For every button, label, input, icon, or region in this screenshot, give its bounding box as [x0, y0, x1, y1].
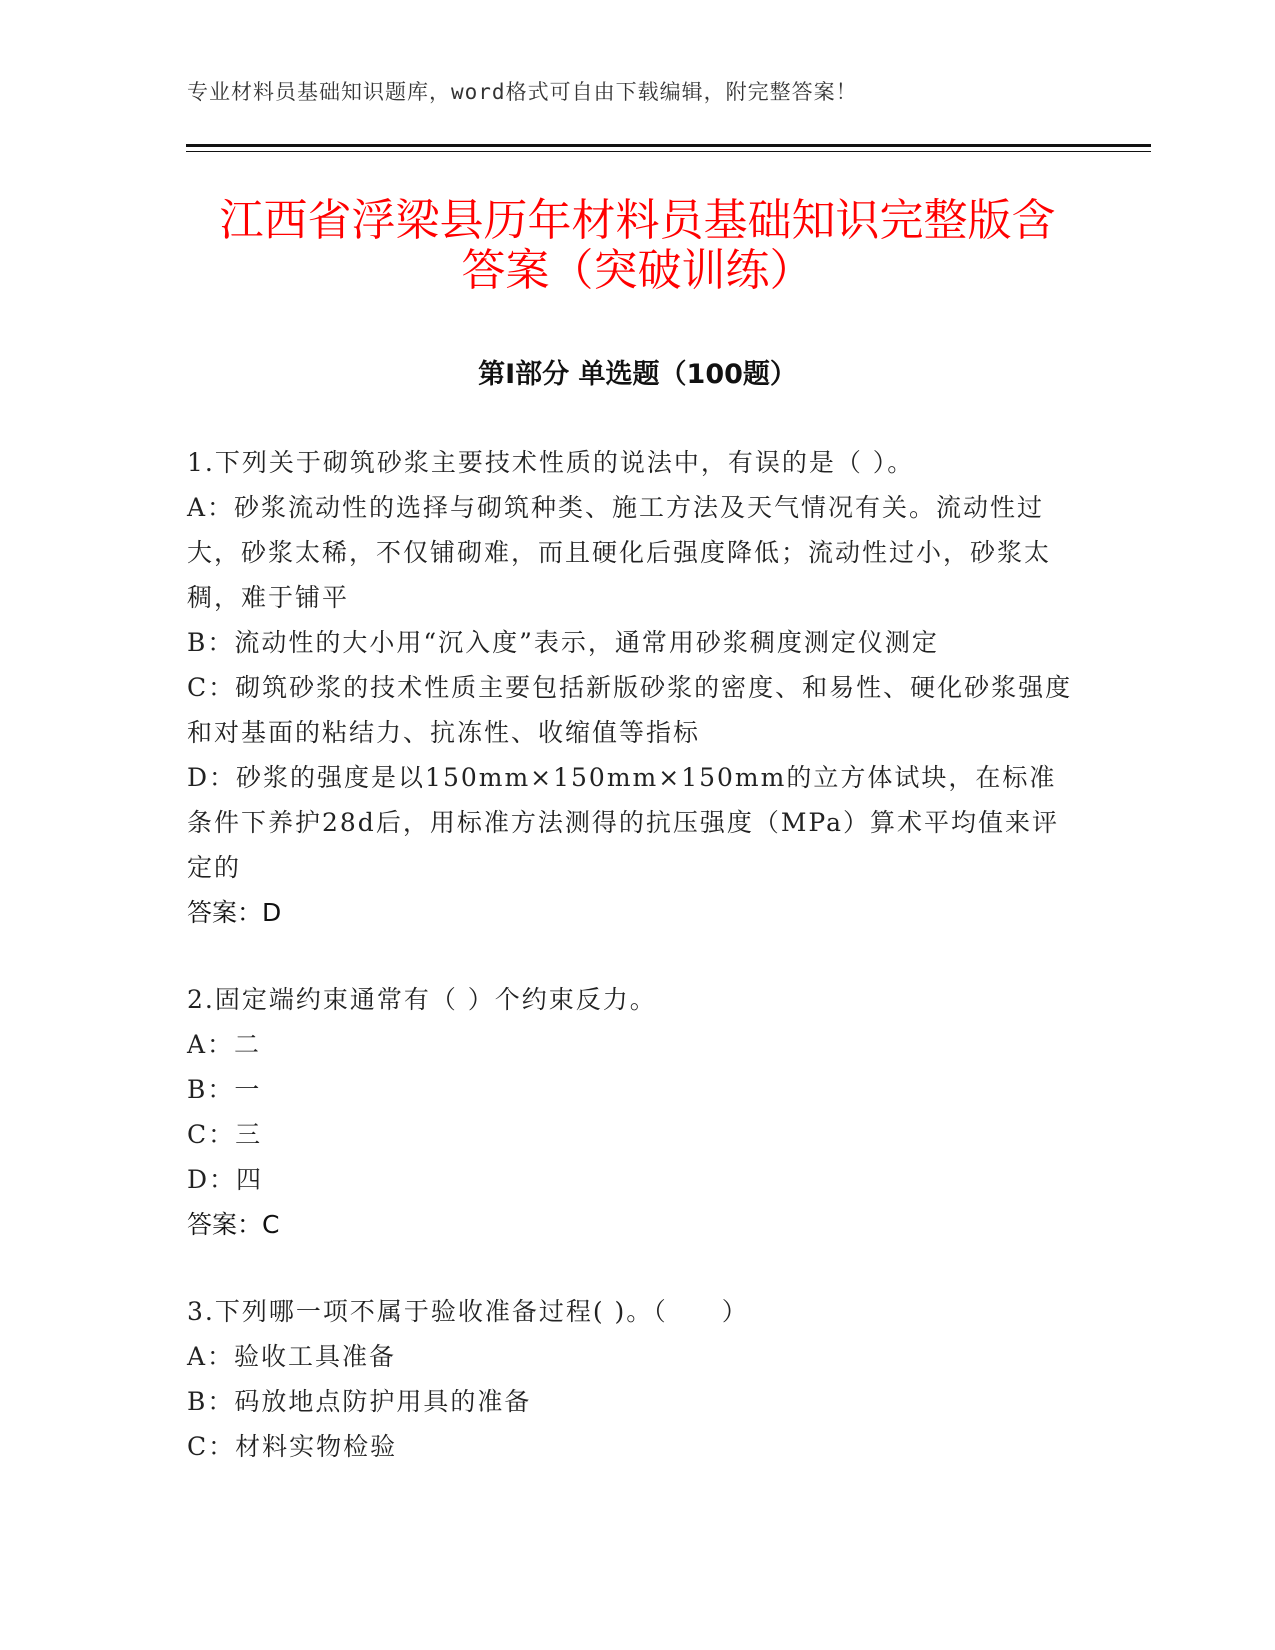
- title-line-2: 答案（突破训练）: [461, 245, 814, 296]
- document-title: [150, 196, 1125, 296]
- option-b: B：流动性的大小用“沉入度”表示，通常用砂浆稠度测定仪测定: [187, 628, 939, 657]
- question-list: [187, 440, 1077, 1511]
- option-b: B：码放地点防护用具的准备: [187, 1387, 532, 1416]
- option-d: D：四: [187, 1165, 264, 1194]
- option-c: C：砌筑砂浆的技术性质主要包括新版砂浆的密度、和易性、硬化砂浆强度和对基面的粘结力、抗冻性、收缩值等指标: [187, 673, 1073, 747]
- question-stem: 1.下列关于砌筑砂浆主要技术性质的说法中，有误的是（ ）。: [187, 448, 915, 477]
- option-d: D：砂浆的强度是以150mm×150mm×150mm的立方体试块，在标准条件下养护28d后，用标准方法测得的抗压强度（MPa）算术平均值来评定的: [187, 763, 1060, 882]
- option-c: C：材料实物检验: [187, 1432, 398, 1461]
- header-note: 专业材料员基础知识题库，word格式可自由下载编辑，附完整答案！: [187, 80, 858, 104]
- question-stem: 3.下列哪一项不属于验收准备过程( )。（ ）: [187, 1297, 749, 1326]
- question-1: [187, 440, 1077, 935]
- option-a: A：砂浆流动性的选择与砌筑种类、施工方法及天气情况有关。流动性过大，砂浆太稀，不仅铺砌难，而且硬化后强度降低；流动性过小，砂浆太稠，难于铺平: [187, 493, 1052, 612]
- header-rule-thick: [186, 144, 1151, 147]
- question-2: [187, 977, 1077, 1247]
- option-b: B：一: [187, 1075, 262, 1104]
- question-3: [187, 1289, 1077, 1469]
- section-heading: 第Ⅰ部分 单选题（100题）: [478, 359, 797, 390]
- option-c: C：三: [187, 1120, 263, 1149]
- answer-label: 答案：D: [187, 898, 282, 927]
- option-a: A：验收工具准备: [187, 1342, 397, 1371]
- option-a: A：二: [187, 1030, 262, 1059]
- answer-label: 答案：C: [187, 1210, 280, 1239]
- title-line-1: 江西省浮梁县历年材料员基础知识完整版含: [219, 195, 1056, 246]
- question-stem: 2.固定端约束通常有（ ）个约束反力。: [187, 985, 657, 1014]
- header-rule-thin: [186, 151, 1151, 152]
